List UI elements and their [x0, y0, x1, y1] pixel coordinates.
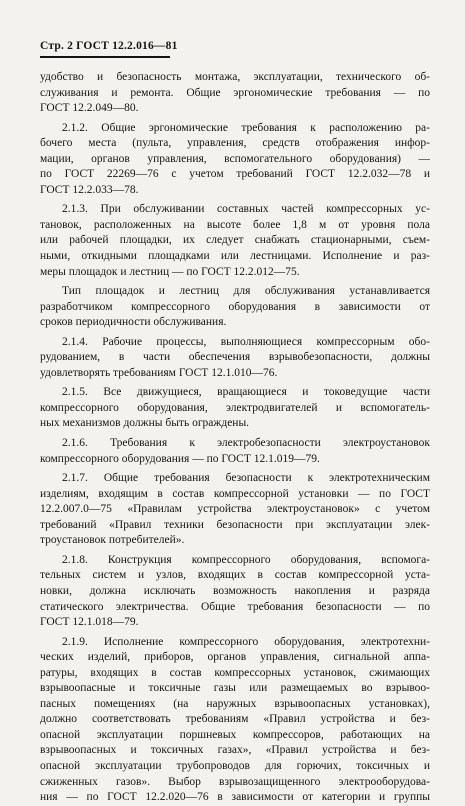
text-line: ческих изделий, приборов, органов управления, сигнальной аппа- [40, 651, 430, 664]
text-line: опасной эксплуатации поршневых компрессоров, работающих на [40, 728, 430, 741]
text-line: 2.1.8. Конструкция компрессорного оборудования, вспомога- [62, 553, 430, 566]
paragraph [40, 553, 430, 631]
document-body [40, 70, 430, 806]
paragraph [40, 471, 430, 549]
text-line: тановок, расположенных на высоте более 1,8 м от уровня пола [40, 218, 430, 231]
text-line: ГОСТ 12.2.049—80. [40, 102, 139, 115]
text-line: ГОСТ 12.1.018—79. [40, 616, 139, 629]
text-line: ных механизмов должны быть ограждены. [40, 417, 250, 430]
text-line: взрывоопасных и токсичных газах», «Правил устройства и без- [40, 744, 430, 757]
text-line: компрессорного оборудования, электродвигателей и вспомогатель- [40, 401, 430, 414]
text-line: статического электричества. Общие требования безопасности — по [40, 600, 430, 613]
text-line: удобство и безопасность монтажа, эксплуатации, технического об- [40, 71, 430, 83]
text-line: по ГОСТ 22269—76 с учетом требований ГОСТ 12.2.032—78 и [40, 168, 430, 181]
paragraph [40, 202, 430, 280]
text-line: служивания и ремонта. Общие эргономические требования — по [40, 86, 430, 99]
text-line: взрывоопасные и токсичные газы или размещаемых во взрывоо- [40, 682, 430, 695]
text-line: тельных систем и узлов, входящих в состав компрессорной уста- [40, 569, 430, 582]
text-line: троустановок потребителей». [40, 534, 185, 547]
text-line: требований «Правил техники безопасности при эксплуатации элек- [40, 518, 430, 531]
text-line: удовлетворять требованиям ГОСТ 12.1.010—76. [40, 366, 278, 379]
paragraph [40, 635, 430, 806]
text-line: 2.1.7. Общие требования безопасности к электротехническим [62, 472, 430, 485]
paragraph [40, 335, 430, 382]
text-line: 2.1.4. Рабочие процессы, выполняющиеся компрессорным обо- [62, 335, 430, 348]
text-line: изделиям, входящим в состав компрессорной установки — по ГОСТ [40, 487, 430, 500]
text-line: ГОСТ 12.2.033—78. [40, 183, 139, 196]
text-line: ния — по ГОСТ 12.2.020—76 в зависимости от категории и группы [40, 791, 430, 804]
text-line: 2.1.2. Общие эргономические требования к расположению ра- [62, 121, 430, 134]
text-line: Тип площадок и лестниц для обслуживания устанавливается [62, 285, 430, 298]
text-line: разработчиком компрессорного оборудования в зависимости от [40, 300, 430, 313]
page-header: Стр. 2 ГОСТ 12.2.016—81 [40, 40, 178, 52]
text-line: 2.1.5. Все движущиеся, вращающиеся и токоведущие части [62, 386, 430, 399]
text-line: 12.2.007.0—75 «Правилам устройства электроустановок» с учетом [40, 503, 430, 516]
paragraph [40, 70, 430, 117]
paragraph [40, 121, 430, 199]
paragraph [40, 436, 430, 467]
paragraph [40, 284, 430, 331]
text-line: ными, откидными площадками или лестницами. Исполнение и раз- [40, 250, 430, 263]
text-line: должно соответствовать требованиям «Правил устройства и без- [40, 713, 430, 726]
text-line: бочего места (пульта, управления, средств отображения инфор- [40, 137, 430, 150]
text-line: меры площадок и лестниц — по ГОСТ 12.2.012—75. [40, 265, 300, 278]
text-line: сжиженных газов». Выбор взрывозащищенного электрооборудова- [40, 775, 430, 788]
text-line: или рабочей площадки, их следует снабжать стационарными, съем- [40, 234, 430, 247]
text-line: компрессорного оборудования — по ГОСТ 12.1.019—79. [40, 452, 320, 465]
text-line: 2.1.9. Исполнение компрессорного оборудования, электротехни- [62, 635, 430, 648]
text-line: 2.1.3. При обслуживании составных частей компрессорных ус- [62, 203, 430, 216]
text-line: мации, органов управления, вспомогательного оборудования) — [40, 152, 430, 165]
paragraph [40, 385, 430, 432]
text-line: сроков периодичности обслуживания. [40, 316, 227, 329]
text-line: пасных помещениях (на наружных взрывоопасных установках), [40, 697, 430, 710]
text-line: 2.1.6. Требования к электробезопасности электроустановок [62, 437, 430, 450]
text-line: рудованием, в части обеспечения взрывобезопасности, должны [40, 351, 430, 364]
text-line: опасной эксплуатации трубопроводов для горючих, токсичных и [40, 759, 430, 772]
header-rule [40, 56, 170, 58]
text-line: новки, должна исключать возможность накопления и разряда [40, 584, 430, 597]
text-line: ратуры, входящих в состав компрессорных установок, сжимающих [40, 666, 430, 679]
